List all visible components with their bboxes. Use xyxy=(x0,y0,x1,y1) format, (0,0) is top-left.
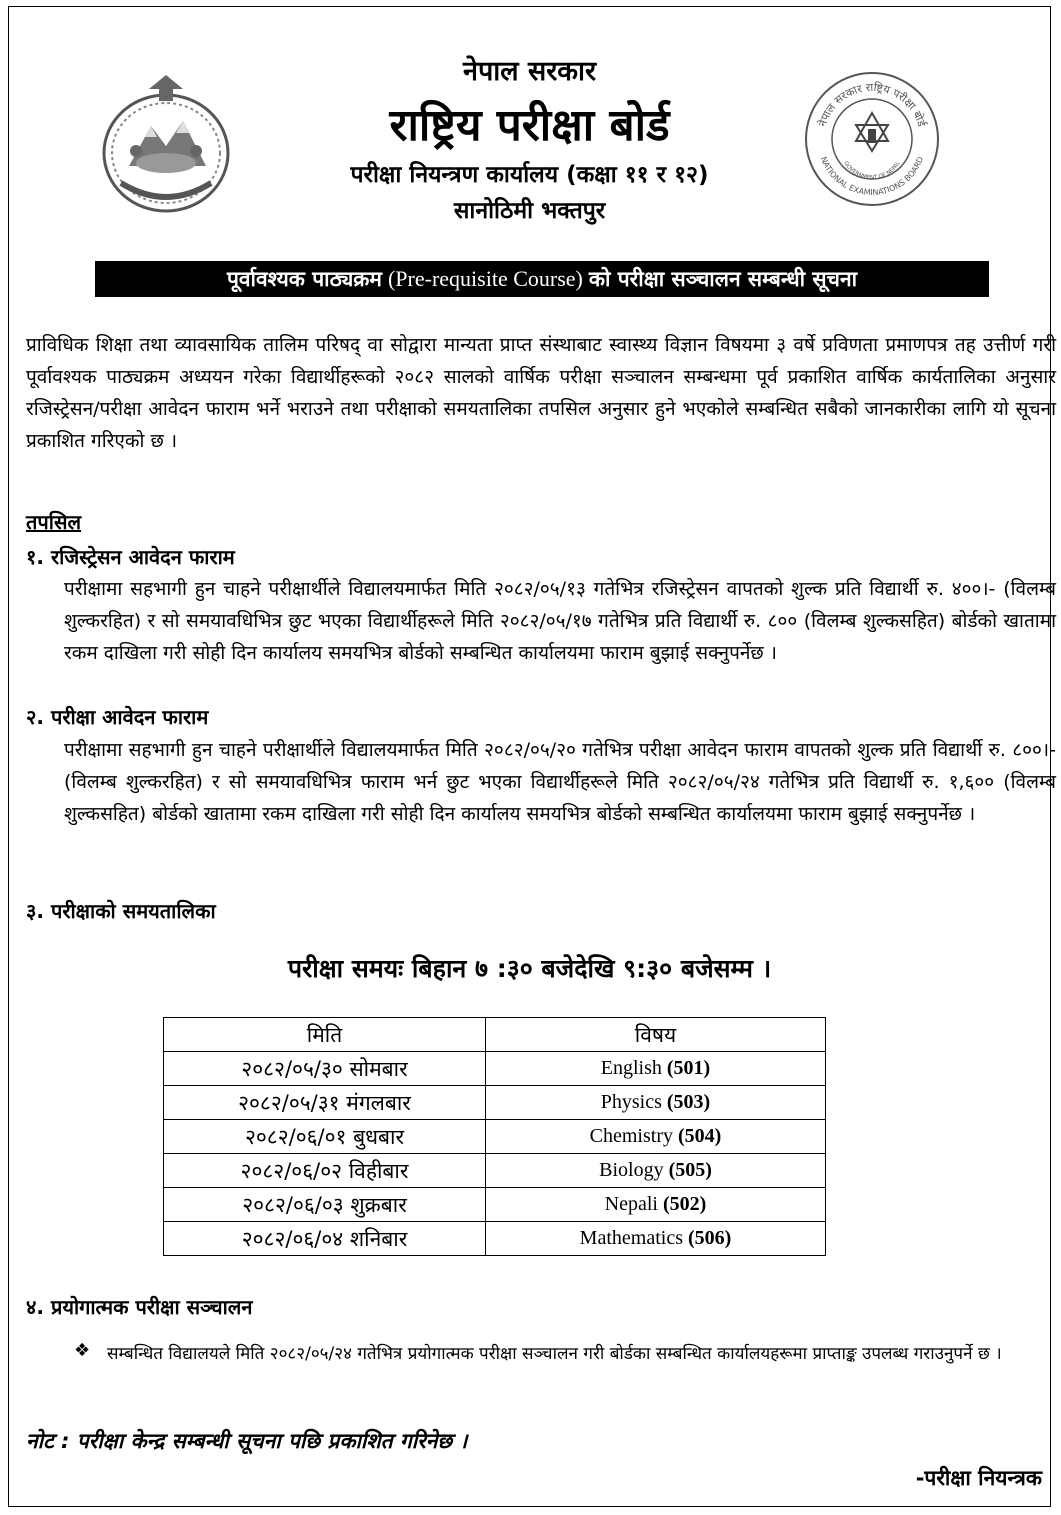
table-row xyxy=(164,1188,826,1222)
office-name: परीक्षा नियन्त्रण कार्यालय (कक्षा ११ र १२) xyxy=(350,162,709,188)
exam-schedule-table xyxy=(163,1017,826,1256)
svg-text:GOVERNMENT OF NEPAL: GOVERNMENT OF NEPAL xyxy=(842,160,902,182)
government-name: नेपाल सरकार xyxy=(462,56,597,87)
svg-text:नेपाल सरकार राष्ट्रिय परीक्षा: नेपाल सरकार राष्ट्रिय परीक्षा बोर्ड xyxy=(815,80,929,129)
board-name: राष्ट्रिय परीक्षा बोर्ड xyxy=(389,100,670,151)
practical-exam-text: सम्बन्धित विद्यालयले मिति २०८२/०५/२४ गतेभित्र प्रयोगात्मक परीक्षा सञ्चालन गरी बोर्डका सम्बन्धित कार्यालयहरूमा प्राप्ताङ्क उपलब्ध गराउनुपर्ने छ । xyxy=(107,1344,1002,1364)
office-location: सानोठिमी भक्तपुर xyxy=(453,198,606,224)
table-row xyxy=(164,1052,826,1086)
exam-subject: Biology (505) xyxy=(486,1154,826,1188)
section-3-heading: ३. परीक्षाको समयतालिका xyxy=(26,899,216,923)
exam-date: २०८२/०५/३० सोमबार xyxy=(164,1052,486,1086)
exam-subject: Physics (503) xyxy=(486,1086,826,1120)
table-row xyxy=(164,1222,826,1256)
column-header-subject: विषय xyxy=(486,1018,826,1052)
exam-subject: English (501) xyxy=(486,1052,826,1086)
exam-date: २०८२/०६/०२ विहीबार xyxy=(164,1154,486,1188)
intro-paragraph: प्राविधिक शिक्षा तथा व्यावसायिक तालिम परिषद् वा सोद्वारा मान्यता प्राप्त संस्थाबाट स्वास्थ्य विज्ञान विषयमा ३ वर्षे प्रविणता प्रमाणपत्र तह उत्तीर्ण गरी पूर्वावश्यक पाठ्यक्रम अध्ययन गरेका विद्यार्थीहरूको २०८२ सालको वार्षिक परीक्षा सञ्चालन सम्बन्धमा पूर्व प्रकाशित वार्षिक कार्यतालिका अनुसार रजिस्ट्रेसन/परीक्षा आवेदन फाराम भर्ने भराउने तथा परीक्षाको समयतालिका तपसिल अनुसार हुने भएकोले सम्बन्धित सबैको जानकारीका लागि यो सूचना प्रकाशित गरिएको छ । xyxy=(26,334,1056,452)
exam-subject: Mathematics (506) xyxy=(486,1222,826,1256)
table-row xyxy=(164,1154,826,1188)
signature: -परीक्षा नियन्त्रक xyxy=(915,1466,1042,1490)
details-heading: तपसिल xyxy=(26,510,82,534)
section-1-text: परीक्षामा सहभागी हुन चाहने परीक्षार्थीले विद्यालयमार्फत मिति २०८२/०५/१३ गतेभित्र रजिस्ट्रेसन वापतको शुल्क प्रति विद्यार्थी रु. ४००।- (विलम्ब शुल्करहित) र सो समयावधिभित्र छुट भएका विद्यार्थीहरूले मिति २०८२/०५/१७ गतेभित्र प्रति विद्यार्थी रु. ८०० (विलम्ब शुल्कसहित) बोर्डको खातामा रकम दाखिला गरी सोही दिन कार्यालय समयभित्र बोर्डको सम्बन्धित कार्यालयमा फाराम बुझाई सक्नुपर्नेछ । xyxy=(64,578,1056,664)
exam-date: २०८२/०६/०१ बुधबार xyxy=(164,1120,486,1154)
exam-subject: Chemistry (504) xyxy=(486,1120,826,1154)
svg-text:NATIONAL EXAMINATIONS BOARD: NATIONAL EXAMINATIONS BOARD xyxy=(818,155,926,198)
exam-date: २०८२/०६/०४ शनिबार xyxy=(164,1222,486,1256)
notice-title-part1: पूर्वावश्यक पाठ्यक्रम xyxy=(226,267,382,291)
notice-title xyxy=(95,261,989,297)
notice-title-english: (Pre-requisite Course) xyxy=(387,266,583,291)
notice-title-part2: को परीक्षा सञ्चालन सम्बन्धी सूचना xyxy=(588,267,858,291)
section-4-heading: ४. प्रयोगात्मक परीक्षा सञ्चालन xyxy=(26,1295,253,1319)
table-row xyxy=(164,1120,826,1154)
table-header-row xyxy=(164,1018,826,1052)
section-2-text: परीक्षामा सहभागी हुन चाहने परीक्षार्थीले विद्यालयमार्फत मिति २०८२/०५/२० गतेभित्र परीक्षा आवेदन फाराम वापतको शुल्क प्रति विद्यार्थी रु. ८००।- (विलम्ब शुल्करहित) र सो समयावधिभित्र फाराम भर्न छुट भएका विद्यार्थीहरूले मिति २०८२/०५/२४ गतेभित्र प्रति विद्यार्थी रु. १,६०० (विलम्ब शुल्कसहित) बोर्डको खातामा रकम दाखिला गरी सोही दिन कार्यालय समयभित्र बोर्डको सम्बन्धित कार्यालयमा फाराम बुझाई सक्नुपर्नेछ । xyxy=(64,739,1056,825)
exam-time: परीक्षा समयः बिहान ७ :३० बजेदेखि ९:३० बजेसम्म । xyxy=(287,954,772,983)
table-row xyxy=(164,1086,826,1120)
exam-subject: Nepali (502) xyxy=(486,1188,826,1222)
diamond-bullet-icon: ❖ xyxy=(74,1340,91,1361)
exam-date: २०८२/०६/०३ शुक्रबार xyxy=(164,1188,486,1222)
section-1-heading: १. रजिस्ट्रेसन आवेदन फाराम xyxy=(26,545,235,569)
note: नोट : परीक्षा केन्द्र सम्बन्धी सूचना पछि प्रकाशित गरिनेछ । xyxy=(26,1429,468,1453)
exam-date: २०८२/०५/३१ मंगलबार xyxy=(164,1086,486,1120)
notice-page xyxy=(8,6,1056,1507)
column-header-date: मिति xyxy=(164,1018,486,1052)
section-2-heading: २. परीक्षा आवेदन फाराम xyxy=(26,705,209,729)
